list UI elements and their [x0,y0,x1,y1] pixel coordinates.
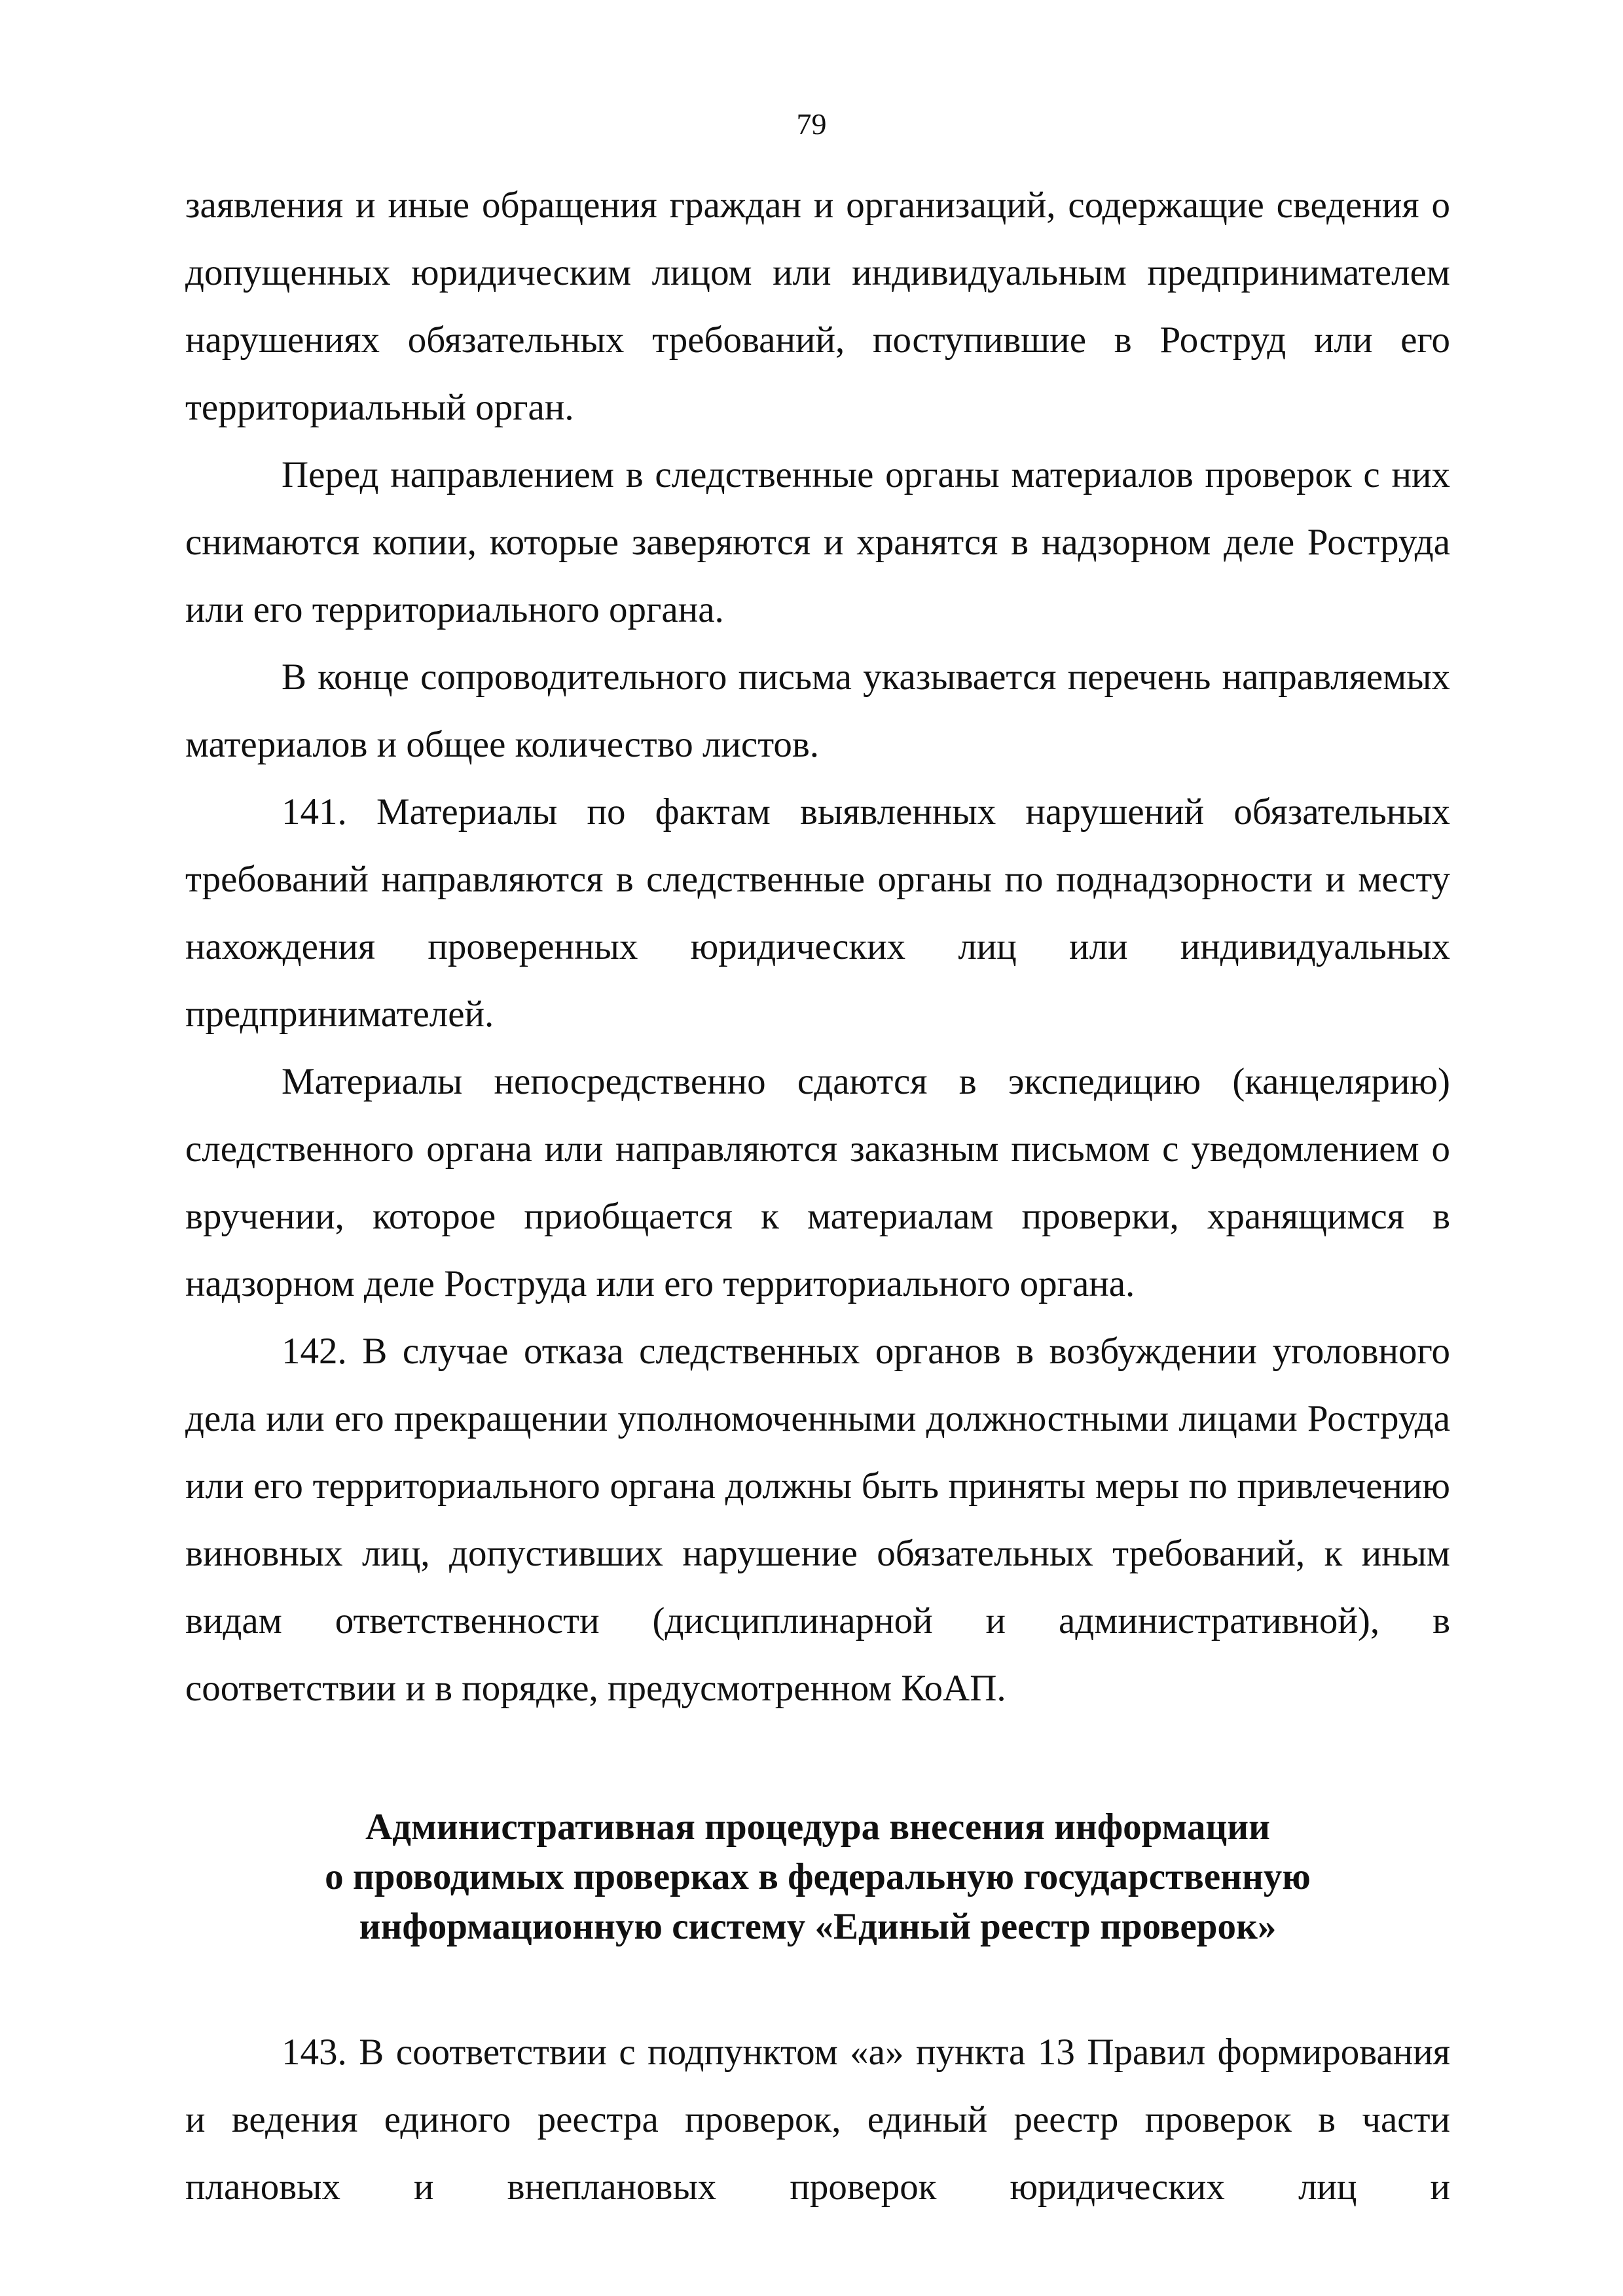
section-heading-line-1: Административная процедура внесения информации [365,1806,1270,1848]
page-number: 79 [796,107,827,141]
document-body [185,171,1450,2221]
section-heading-line-3: информационную систему «Единый реестр проверок» [359,1906,1277,1947]
paragraph-continuation: заявления и иные обращения граждан и организаций, содержащие сведения о допущенных юридическим лицом или индивидуальным предпринимателем нарушениях обязательных требований, поступившие в Роструд или его территориальный орган. [185,185,1450,428]
section-heading [185,1803,1450,1952]
paragraph-copies: Перед направлением в следственные органы материалов проверок с них снимаются копии, которые заверяются и хранятся в надзорном деле Роструда или его территориального органа. [185,454,1450,630]
paragraph-142: 142. В случае отказа следственных органов в возбуждении уголовного дела или его прекращении уполномоченными должностными лицами Роструда или его территориального органа должны быть приняты меры по привлечению виновных лиц, допустивших нарушение обязательных требований, к иным видам ответственности (дисциплинарной и административной), в соответствии и в порядке, предусмотренном КоАП. [185,1331,1450,1709]
paragraph-143: 143. В соответствии с подпунктом «а» пункта 13 Правил формирования и ведения единого реестра проверок, единый реестр проверок в части плановых и внеплановых проверок юридических лиц и [185,2032,1450,2208]
paragraph-delivery: Материалы непосредственно сдаются в экспедицию (канцелярию) следственного органа или направляются заказным письмом с уведомлением о вручении, которое приобщается к материалам проверки, хранящимся в надзорном деле Роструда или его территориального органа. [185,1061,1450,1304]
section-heading-line-2: о проводимых проверках в федеральную государственную [325,1856,1311,1897]
paragraph-cover-letter: В конце сопроводительного письма указывается перечень направляемых материалов и общее количество листов. [185,656,1450,765]
paragraph-141: 141. Материалы по фактам выявленных нарушений обязательных требований направляются в следственные органы по поднадзорности и месту нахождения проверенных юридических лиц или индивидуальных предпринимателей. [185,791,1450,1035]
